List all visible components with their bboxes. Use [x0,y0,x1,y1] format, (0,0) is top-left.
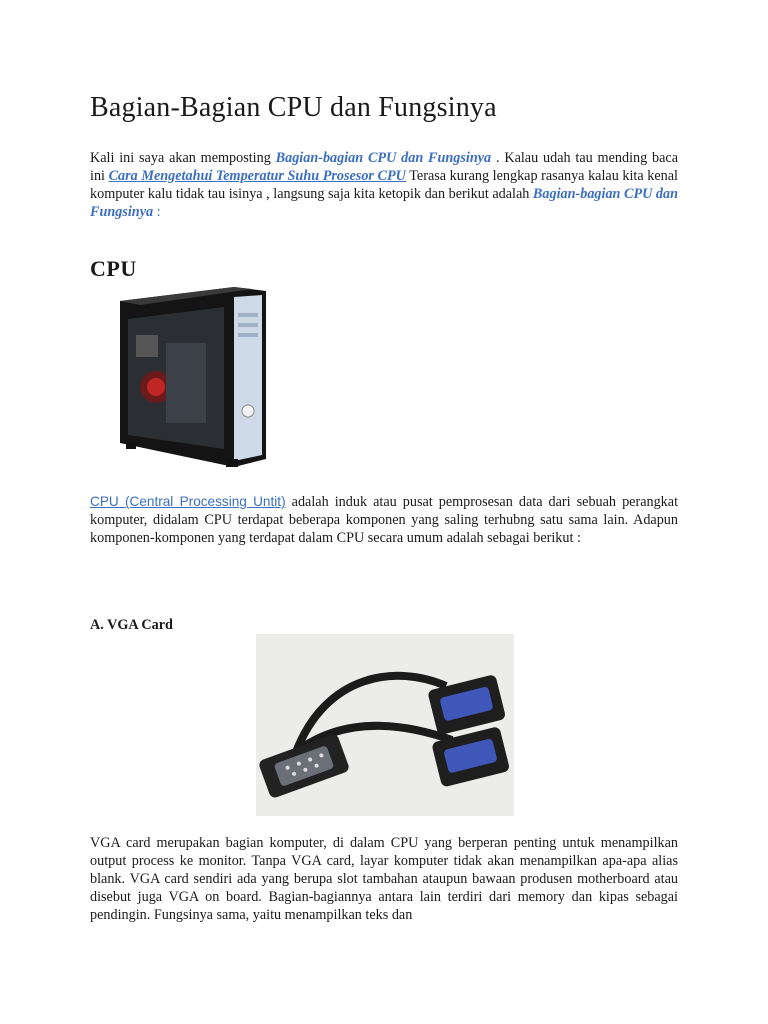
intro-paragraph [90,149,678,221]
section-heading-cpu: CPU [90,256,137,281]
vga-paragraph: VGA card merupakan bagian komputer, di dalam CPU yang berperan penting untuk menampilkan output process ke monitor. Tanpa VGA card, layar komputer tidak akan menampilkan apa-apa alias blank. VGA card sendiri ada yang berupa slot tambahan ataupun bawaan produsen motherboard atau disebut juga VGA on board. Bagian-bagiannya antara lain terdiri dari memory dan kipas sebagai pendingin. Fungsinya sama, yaitu menampilkan teks dan [90,835,678,923]
intro-text-2: . Kalau udah tau mending baca ini [90,150,679,184]
cpu-definition-link[interactable]: CPU (Central Processing Untit) [90,494,286,509]
intro-link-bagian-2[interactable]: Bagian-bagian CPU dan Fungsinya [90,186,678,220]
intro-text-1: Kali ini saya akan memposting [90,150,276,166]
intro-text-4: : [153,204,161,220]
cpu-paragraph-text: adalah induk atau pusat pemprosesan data dari sebuah perangkat komputer, didalam CPU terdapat beberapa komponen yang saling terhubng satu sama lain. Adapun komponen-komponen yang terdapat dalam CPU secara umum adalah sebagai berikut : [90,494,679,546]
intro-link-bagian[interactable]: Bagian-bagian CPU dan Fungsinya [275,150,492,166]
intro-link-temperatur[interactable]: Cara Mengetahui Temperatur Suhu Prosesor CPU [108,168,406,184]
cpu-case-image [106,283,268,469]
intro-text-3: Terasa kurang lengkap rasanya kalau kita kenal komputer kalu tidak tau isinya , langsung saja kita ketopik dan berikut adalah [90,168,678,202]
vga-cable-image [256,634,514,816]
cpu-paragraph [90,493,678,547]
page-title: Bagian-Bagian CPU dan Fungsinya [90,92,497,123]
section-heading-vga: A. VGA Card [90,617,173,633]
